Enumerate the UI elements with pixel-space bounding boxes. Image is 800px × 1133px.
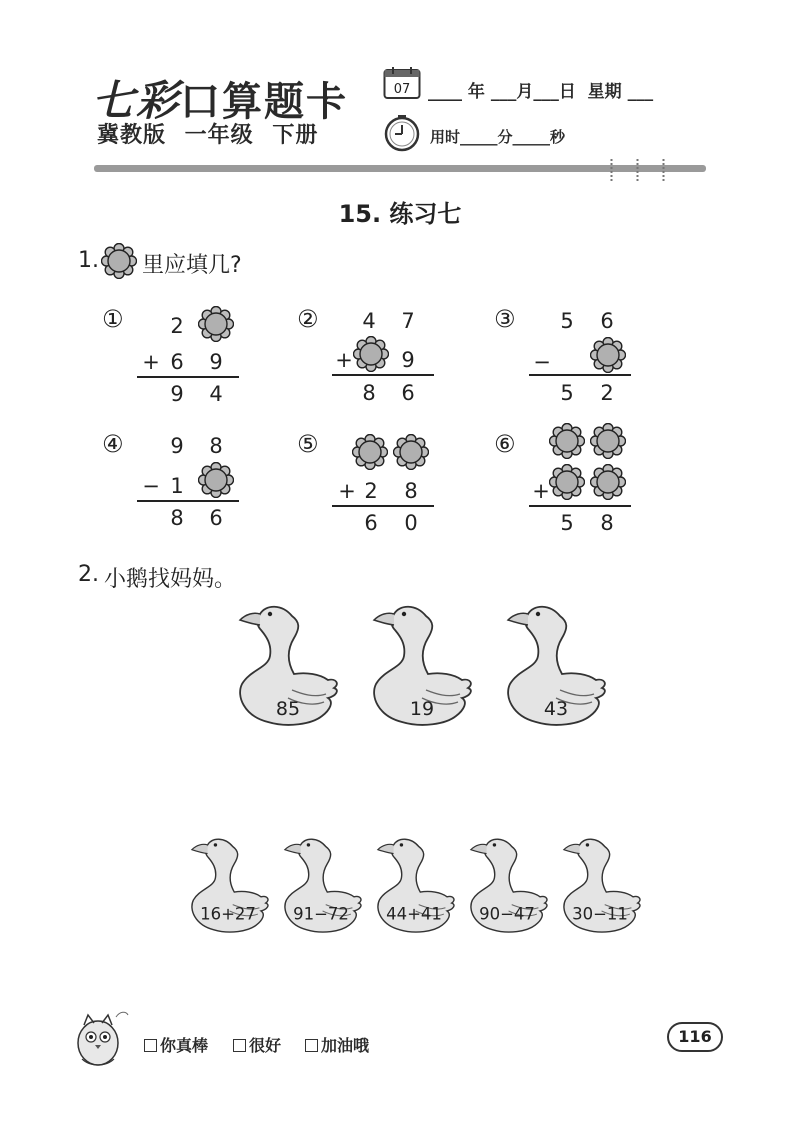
problem-label: ② bbox=[297, 305, 319, 333]
flower-blank[interactable] bbox=[353, 336, 389, 372]
sum-line bbox=[137, 376, 239, 378]
baby-goose[interactable] bbox=[370, 826, 458, 944]
digit: 5 bbox=[560, 309, 574, 333]
digit: 9 bbox=[401, 348, 415, 372]
brand-script: 七彩 bbox=[92, 76, 181, 125]
rating-good[interactable] bbox=[233, 1033, 281, 1056]
operator: + bbox=[532, 479, 550, 503]
calendar-day: 07 bbox=[393, 82, 411, 97]
goose-expression: 30−11 bbox=[572, 904, 628, 924]
goose-expression: 91−72 bbox=[293, 904, 349, 924]
page-number: 116 bbox=[667, 1022, 723, 1052]
operator: + bbox=[142, 350, 160, 374]
rating-great[interactable] bbox=[144, 1033, 208, 1056]
digit: 5 bbox=[560, 381, 574, 405]
calendar-icon bbox=[383, 66, 421, 100]
flower-blank[interactable] bbox=[549, 423, 585, 459]
operator: + bbox=[335, 348, 353, 372]
digit: 6 bbox=[401, 381, 415, 405]
digit: 6 bbox=[170, 350, 184, 374]
goose-number: 19 bbox=[409, 698, 435, 720]
rating-label: 加油哦 bbox=[321, 1036, 370, 1055]
mother-goose[interactable] bbox=[364, 598, 476, 732]
rating-label: 很好 bbox=[249, 1036, 282, 1055]
digit: 6 bbox=[364, 511, 378, 535]
rating-label: 你真棒 bbox=[160, 1036, 209, 1055]
digit: 9 bbox=[170, 434, 184, 458]
divider-pin bbox=[662, 159, 665, 181]
digit: 2 bbox=[600, 381, 614, 405]
question2-number: 2. bbox=[78, 562, 99, 587]
flower-blank[interactable] bbox=[198, 462, 234, 498]
flower-blank[interactable] bbox=[198, 306, 234, 342]
digit: 0 bbox=[404, 511, 418, 535]
problem-label: ① bbox=[102, 305, 124, 333]
operator: − bbox=[533, 350, 551, 374]
rating-keep-going[interactable] bbox=[305, 1033, 369, 1056]
brand-name: 口算题卡 bbox=[180, 79, 349, 125]
digit: 9 bbox=[209, 350, 223, 374]
digit: 9 bbox=[170, 382, 184, 406]
mascot-icon bbox=[68, 1003, 134, 1069]
header-divider bbox=[94, 165, 706, 172]
flower-blank[interactable] bbox=[549, 464, 585, 500]
checkbox[interactable] bbox=[144, 1039, 157, 1052]
flower-icon bbox=[101, 243, 137, 279]
operator: − bbox=[142, 474, 160, 498]
question1-number: 1. bbox=[78, 248, 99, 273]
problem-label: ⑤ bbox=[297, 430, 319, 458]
digit: 8 bbox=[600, 511, 614, 535]
baby-goose[interactable] bbox=[277, 826, 365, 944]
checkbox[interactable] bbox=[305, 1039, 318, 1052]
goose-expression: 90−47 bbox=[479, 904, 535, 924]
flower-blank[interactable] bbox=[393, 434, 429, 470]
goose-number: 43 bbox=[543, 698, 569, 720]
problem-label: ④ bbox=[102, 430, 124, 458]
baby-goose[interactable] bbox=[184, 826, 272, 944]
operator: + bbox=[338, 479, 356, 503]
goose-number: 85 bbox=[275, 698, 301, 720]
problem-label: ⑥ bbox=[494, 430, 516, 458]
digit: 8 bbox=[209, 434, 223, 458]
problem-label: ③ bbox=[494, 305, 516, 333]
edition-label: 冀教版 一年级 下册 bbox=[97, 123, 319, 148]
clock-icon bbox=[383, 114, 421, 152]
digit: 8 bbox=[362, 381, 376, 405]
digit: 4 bbox=[209, 382, 223, 406]
digit: 6 bbox=[600, 309, 614, 333]
lesson-title: 15. 练习七 bbox=[338, 200, 462, 228]
flower-blank[interactable] bbox=[352, 434, 388, 470]
goose-expression: 44+41 bbox=[386, 904, 442, 924]
digit: 2 bbox=[170, 314, 184, 338]
divider-pin bbox=[610, 159, 613, 181]
sum-line bbox=[332, 374, 434, 376]
sum-line bbox=[529, 374, 631, 376]
digit: 8 bbox=[170, 506, 184, 530]
divider-pin bbox=[636, 159, 639, 181]
question2-prompt: 小鹅找妈妈。 bbox=[104, 567, 237, 592]
digit: 6 bbox=[209, 506, 223, 530]
digit: 1 bbox=[170, 474, 184, 498]
digit: 7 bbox=[401, 309, 415, 333]
sum-line bbox=[332, 505, 434, 507]
sum-line bbox=[529, 505, 631, 507]
date-line: ____ 年 ___月___日 星期 ___ bbox=[428, 82, 654, 102]
goose-expression: 16+27 bbox=[200, 904, 256, 924]
mother-goose[interactable] bbox=[498, 598, 610, 732]
mother-goose[interactable] bbox=[230, 598, 342, 732]
baby-goose[interactable] bbox=[463, 826, 551, 944]
baby-goose[interactable] bbox=[556, 826, 644, 944]
digit: 5 bbox=[560, 511, 574, 535]
digit: 4 bbox=[362, 309, 376, 333]
checkbox[interactable] bbox=[233, 1039, 246, 1052]
flower-blank[interactable] bbox=[590, 423, 626, 459]
sum-line bbox=[137, 500, 239, 502]
flower-blank[interactable] bbox=[590, 337, 626, 373]
question1-prompt: 里应填几? bbox=[142, 253, 242, 278]
flower-blank[interactable] bbox=[590, 464, 626, 500]
digit: 8 bbox=[404, 479, 418, 503]
digit: 2 bbox=[364, 479, 378, 503]
time-line: 用时_____分_____秒 bbox=[430, 128, 566, 146]
